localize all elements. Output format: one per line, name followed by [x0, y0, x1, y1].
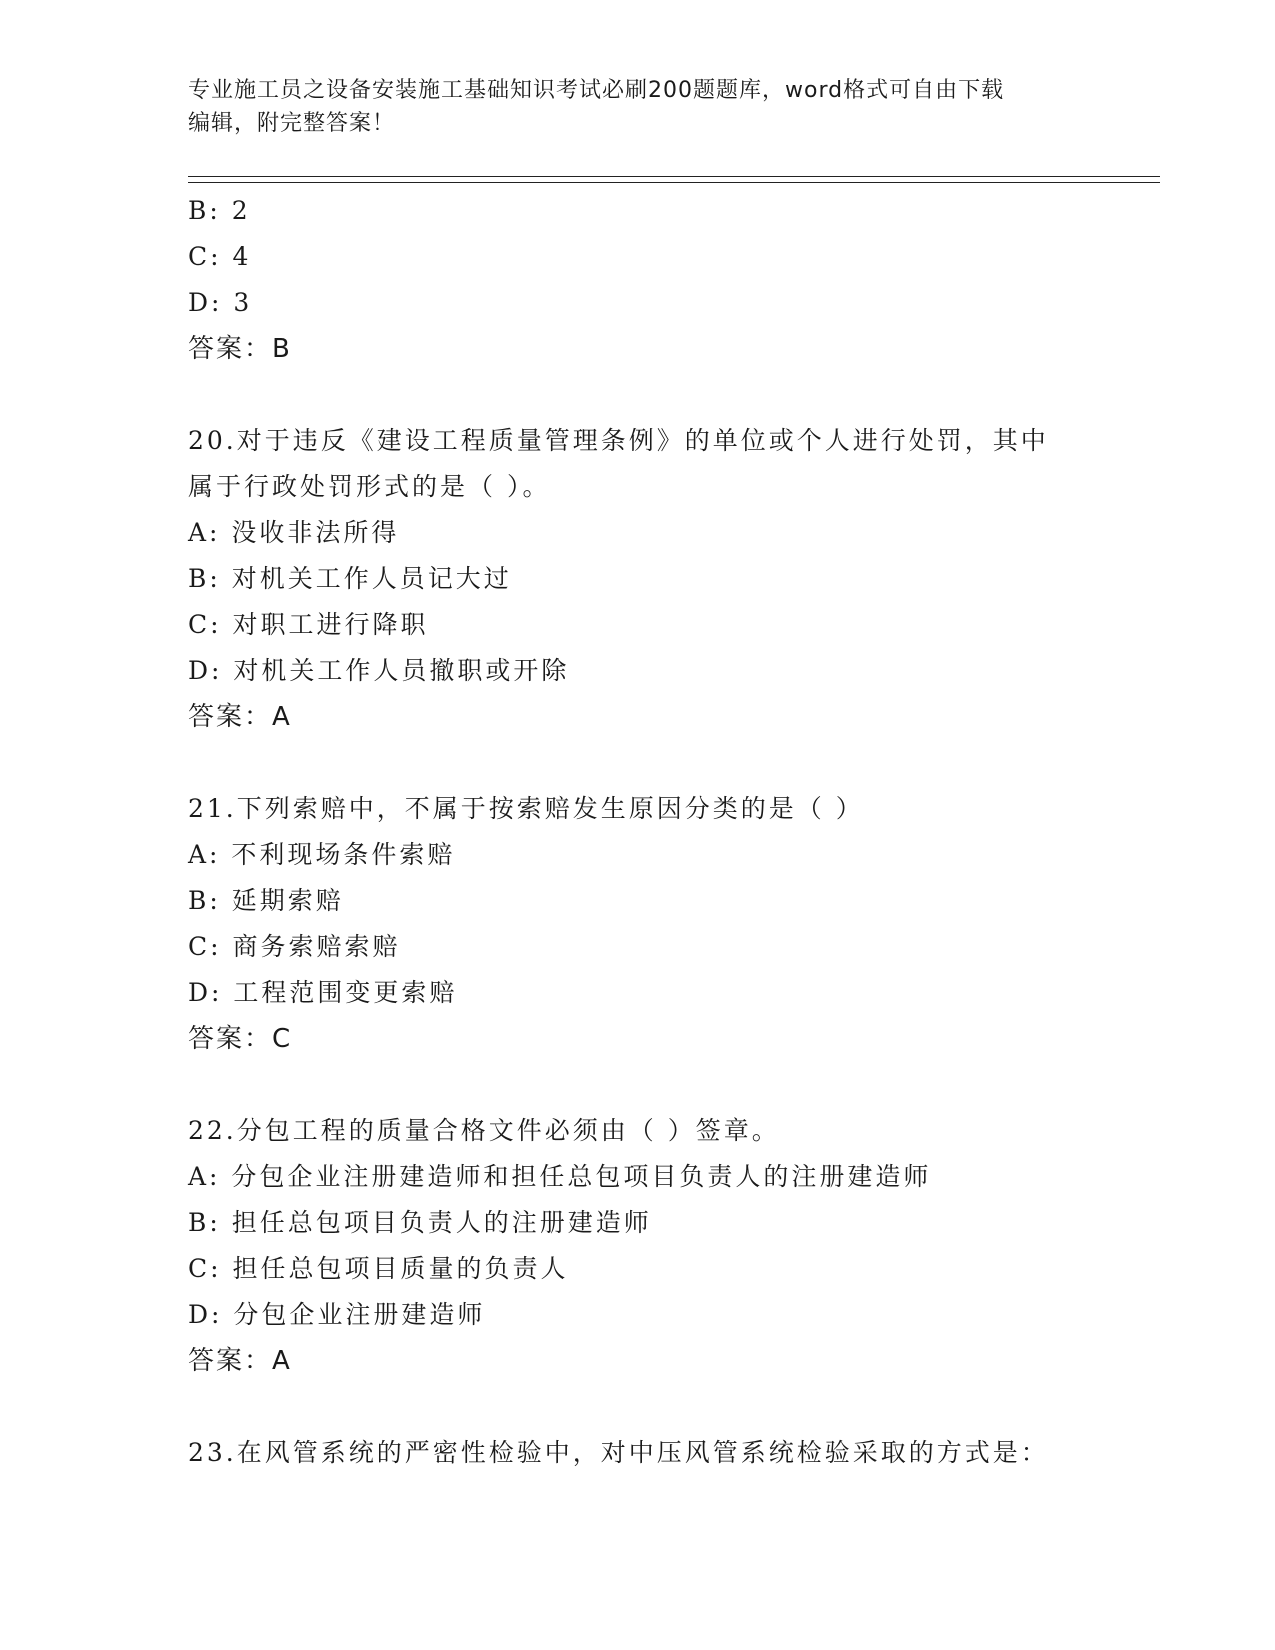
option-a: A: 没收非法所得: [188, 518, 400, 547]
question-stem: 23.在风管系统的严密性检验中，对中压风管系统检验采取的方式是：: [188, 1438, 1049, 1467]
option-d: D: 对机关工作人员撤职或开除: [188, 656, 570, 685]
document-body: [188, 188, 1160, 1476]
option-a: A: 不利现场条件索赔: [188, 840, 456, 869]
question-19: [188, 188, 1160, 372]
header-divider-top: [188, 176, 1160, 177]
question-stem: 22.分包工程的质量合格文件必须由（ ）签章。: [188, 1116, 780, 1145]
option-b: B: 2: [188, 196, 251, 225]
option-c: C: 对职工进行降职: [188, 610, 429, 639]
option-d: D: 3: [188, 288, 253, 317]
question-stem-continued: 属于行政处罚形式的是（ ）。: [188, 472, 551, 501]
option-d: D: 分包企业注册建造师: [188, 1300, 486, 1329]
answer-line: 答案：A: [188, 702, 292, 732]
option-d: D: 工程范围变更索赔: [188, 978, 458, 1007]
question-stem: 21.下列索赔中，不属于按索赔发生原因分类的是（ ）: [188, 794, 864, 823]
question-23: [188, 1430, 1160, 1476]
question-20: [188, 418, 1160, 740]
option-b: B: 延期索赔: [188, 886, 344, 915]
question-22: [188, 1108, 1160, 1384]
header-divider-bottom: [188, 182, 1160, 183]
answer-line: 答案：B: [188, 334, 292, 364]
option-c: C: 担任总包项目质量的负责人: [188, 1254, 569, 1283]
option-b: B: 对机关工作人员记大过: [188, 564, 512, 593]
question-21: [188, 786, 1160, 1062]
document-header: [188, 74, 1088, 140]
option-c: C: 4: [188, 242, 252, 271]
answer-line: 答案：A: [188, 1346, 292, 1376]
question-stem: 20.对于违反《建设工程质量管理条例》的单位或个人进行处罚，其中: [188, 426, 1049, 455]
answer-line: 答案：C: [188, 1024, 293, 1054]
option-a: A: 分包企业注册建造师和担任总包项目负责人的注册建造师: [188, 1162, 932, 1191]
option-c: C: 商务索赔索赔: [188, 932, 401, 961]
header-title-line2: 编辑，附完整答案！: [188, 111, 396, 136]
header-title-line1: 专业施工员之设备安装施工基础知识考试必刷200题题库，word格式可自由下载: [188, 78, 1005, 103]
option-b: B: 担任总包项目负责人的注册建造师: [188, 1208, 652, 1237]
